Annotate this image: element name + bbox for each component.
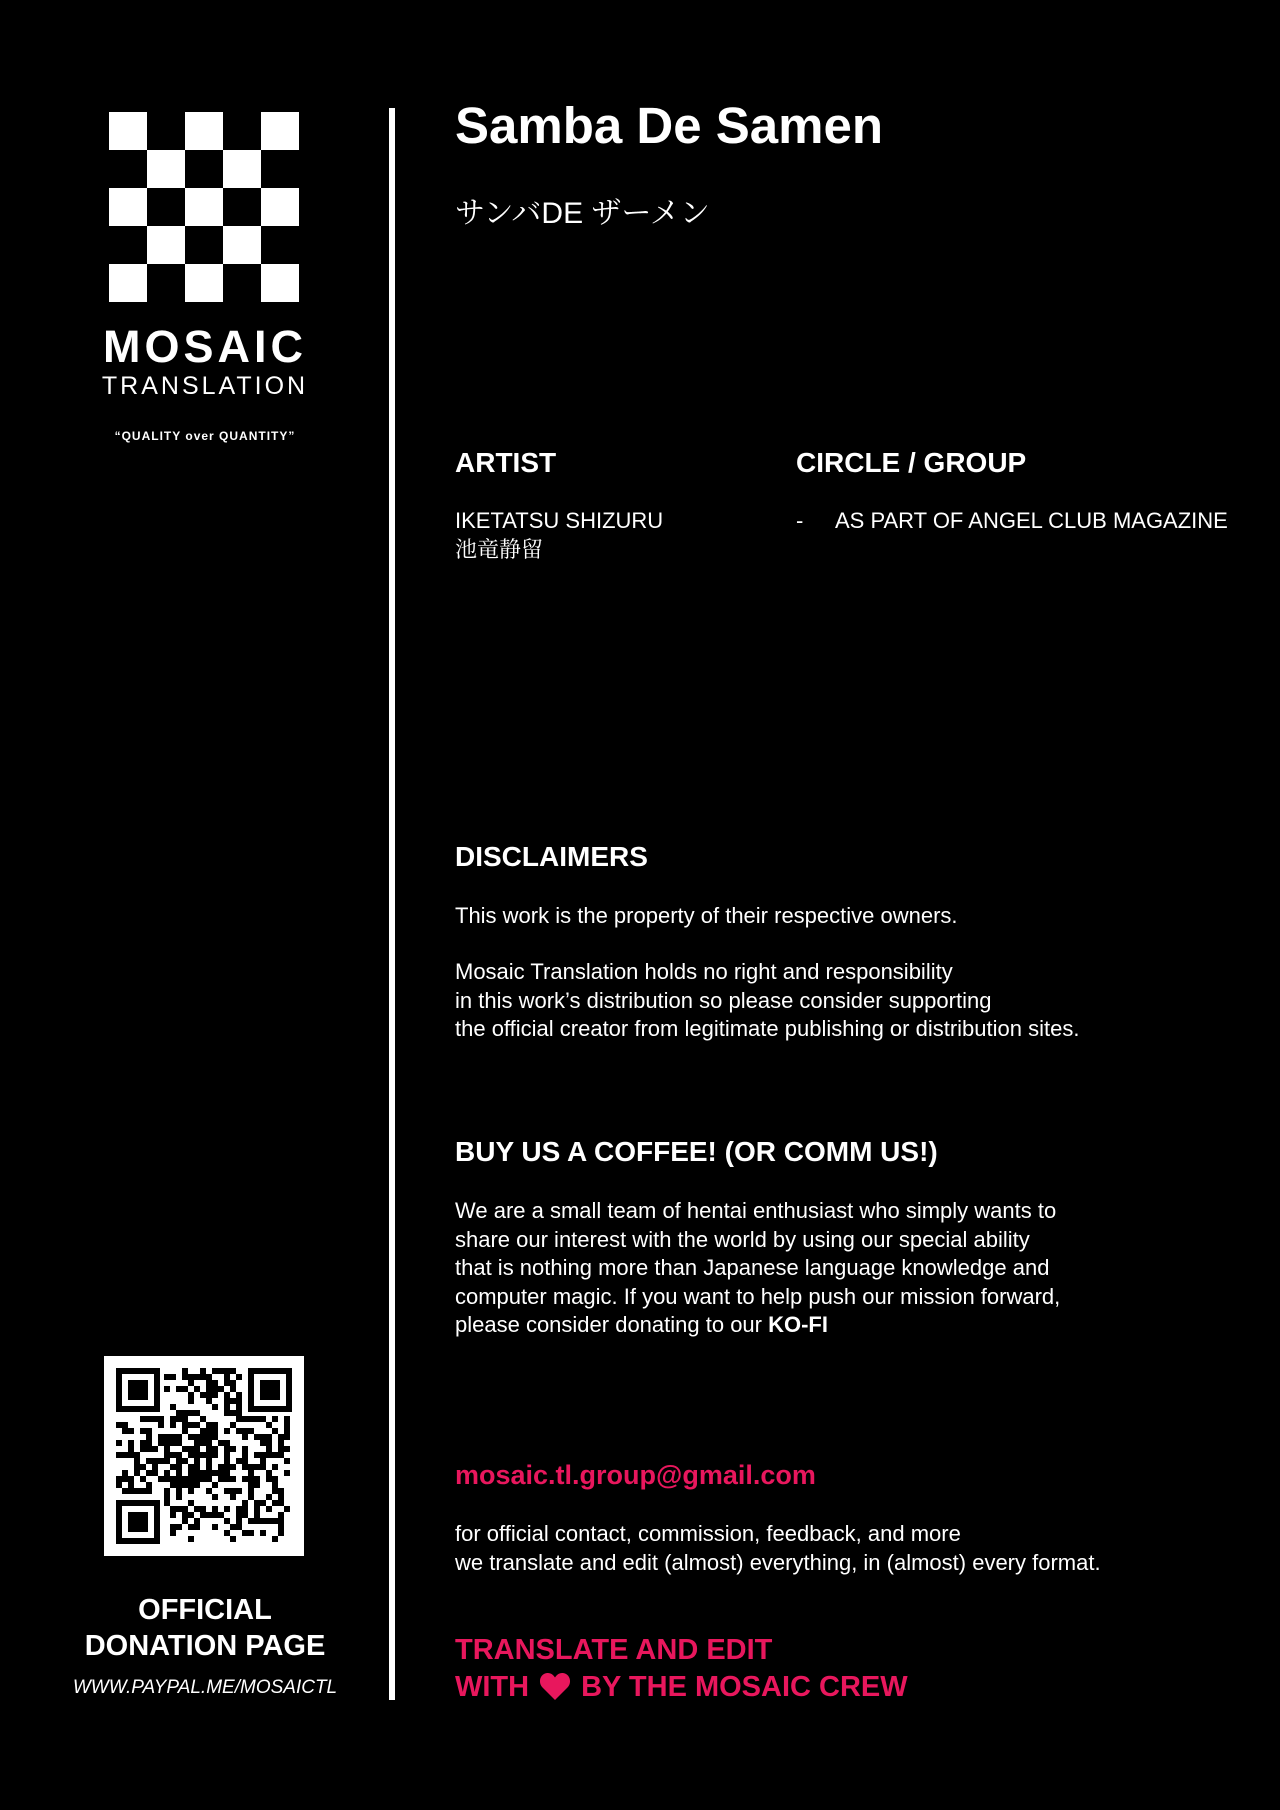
disclaimer-line: the official creator from legitimate publishing or distribution sites. [455, 1016, 1080, 1041]
disclaimer-line: Mosaic Translation holds no right and responsibility [455, 959, 953, 984]
mosaic-logo-icon [109, 112, 299, 302]
coffee-line: computer magic. If you want to help push our mission forward, [455, 1283, 1061, 1309]
credits-line2-suffix: BY THE MOSAIC CREW [581, 1671, 908, 1703]
coffee-line: share our interest with the world by using our special ability [455, 1226, 1030, 1252]
credits-line2 [455, 1669, 908, 1706]
qr-code-graphic [104, 1356, 304, 1556]
donation-qr-code-icon[interactable] [104, 1356, 304, 1556]
coffee-paragraph [455, 1197, 1060, 1340]
work-title: Samba De Samen [455, 97, 884, 154]
artist-name-romaji: IKETATSU SHIZURU [455, 508, 664, 533]
donation-title-line1: OFFICIAL [138, 1594, 272, 1626]
brand-name: MOSAIC [103, 321, 307, 372]
artist-heading: ARTIST [455, 447, 557, 478]
disclaimer-line: in this work’s distribution so please consider supporting [455, 987, 992, 1013]
artist-name-japanese: 池竜静留 [455, 536, 544, 562]
kofi-link[interactable]: KO-FI [768, 1312, 828, 1337]
donation-title [40, 1592, 370, 1664]
column-divider [389, 108, 395, 1700]
coffee-line-last [455, 1311, 1060, 1340]
disclaimers-heading: DISCLAIMERS [455, 841, 648, 872]
donation-url-link[interactable]: WWW.PAYPAL.ME/MOSAICTL [72, 1677, 338, 1698]
coffee-line: We are a small team of hentai enthusiast who simply wants to [455, 1198, 1057, 1223]
artist-name [455, 507, 663, 564]
coffee-heading: BUY US A COFFEE! (OR COMM US!) [455, 1136, 938, 1167]
contact-line: we translate and edit (almost) everything, in (almost) every format. [455, 1549, 1101, 1575]
credits-line2-prefix: WITH [455, 1671, 530, 1703]
coffee-line: that is nothing more than Japanese language knowledge and [455, 1255, 1050, 1280]
circle-heading: CIRCLE / GROUP [796, 447, 1027, 478]
disclaimer-paragraph-1: This work is the property of their respective owners. [455, 903, 958, 928]
brand-tagline: “QUALITY over QUANTITY” [114, 429, 296, 443]
heart-icon [539, 1671, 571, 1701]
circle-name: AS PART OF ANGEL CLUB MAGAZINE [835, 508, 1228, 533]
credits-line1: TRANSLATE AND EDIT [455, 1634, 773, 1666]
circle-dash: - [796, 508, 804, 533]
brand-subtitle: TRANSLATION [101, 372, 309, 400]
coffee-last-line-prefix: please consider donating to our [455, 1312, 769, 1337]
work-japanese-title: サンバDE ザーメン [455, 197, 710, 230]
disclaimer-paragraph-2 [455, 958, 1079, 1044]
contact-line: for official contact, commission, feedback, and more [455, 1521, 961, 1546]
contact-email-link[interactable]: mosaic.tl.group@gmail.com [455, 1460, 816, 1490]
credits [455, 1632, 908, 1706]
donation-title-line2: DONATION PAGE [84, 1630, 326, 1662]
contact-paragraph [455, 1520, 1101, 1577]
